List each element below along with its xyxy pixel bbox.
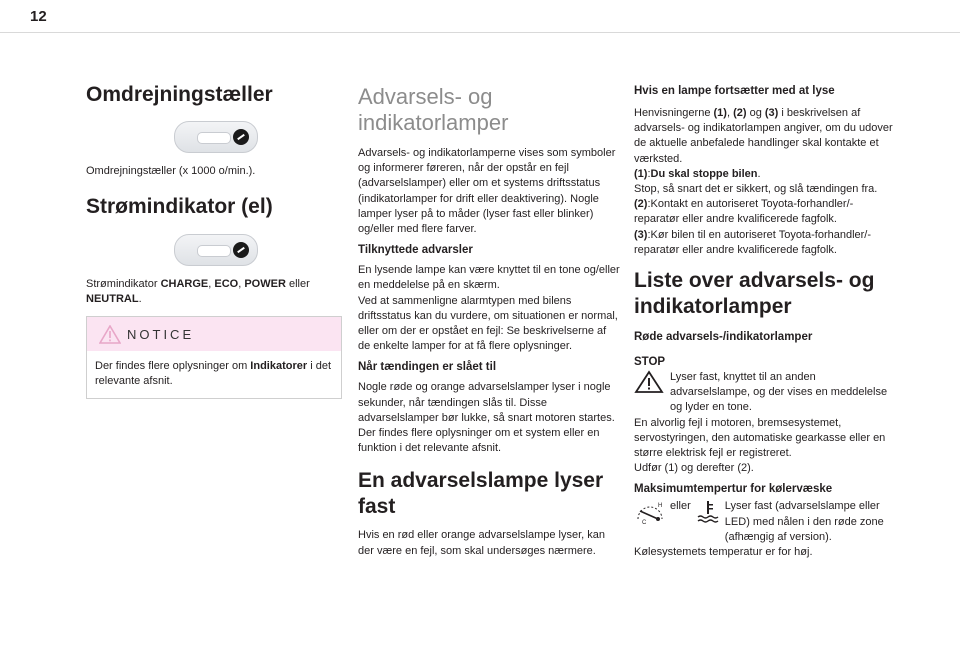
lamp-persists-text: Henvisningerne (1), (2) og (3) i beskrivelsen af advarsels- og indikatorlampen angiver, om du udover de aktuelle anbefalede handlinger skal kontakte et værksted. — [634, 107, 893, 165]
stop-lamp-text-2: En alvorlig fejl i motoren, bremsesystemet, servostyringen, den automatiske gearkasse eller en større elektrisk fejl er registreret. — [634, 416, 886, 460]
linked-warnings-text-1: En lysende lampe kan være knyttet til en tone og/eller en meddelelse på en skærm. — [358, 264, 620, 292]
stop-lamp-label: STOP — [634, 356, 666, 369]
subtitle-linked-warnings: Tilknyttede advarsler — [358, 244, 473, 257]
column-right — [634, 84, 896, 560]
notice-header — [87, 317, 341, 351]
warning-triangle-icon — [99, 325, 121, 344]
subtitle-coolant-temperature: Maksimumtempertur for kølervæske — [634, 483, 833, 496]
steady-lamp-text: Hvis en rød eller orange advarselslampe lyser, kan der være en fejl, som skal undersøges nærmere. — [358, 529, 606, 557]
item-1-heading: (1):Du skal stoppe bilen. — [634, 167, 761, 180]
item-3-text: (3):Kør bilen til en autoriseret Toyota-forhandler/-reparatør eller andre kvalificerede fagfolk. — [634, 228, 872, 256]
linked-warnings-text-2: Ved at sammenligne alarmtypen med bilens driftsstatus kan du vurdere, om situationen er normal, eller om der er opstået en fejl: Se beskrivelserne af de enkelte lamper for at få flere oplysninger. — [358, 294, 618, 353]
stop-lamp-text-1: Lyser fast, knyttet til an anden advarselslampe, og der vises en meddelelse og lyder en tone. — [670, 371, 888, 414]
coolant-text-1: Lyser fast (advarselslampe eller LED) med nålen i den røde zone (afhængig af version). — [724, 500, 884, 543]
power-indicator-text: Strømindikator CHARGE, ECO, POWER eller NEUTRAL. — [86, 278, 310, 306]
notice-label: NOTICE — [127, 326, 195, 342]
section-title-power-indicator: Strømindikator (el) — [86, 195, 273, 219]
section-title-steady-lamp: En advarselslampe lyser fast — [358, 469, 604, 519]
section-title-warning-lamps: Advarsels- og indikatorlamper — [358, 84, 509, 135]
column-middle — [358, 84, 620, 559]
subtitle-red-lamps: Røde advarsels-/indikatorlamper — [634, 331, 813, 344]
coolant-temperature-icon — [695, 499, 721, 525]
coolant-text-2: Kølesystemets temperatur er for høj. — [634, 546, 813, 559]
subtitle-lamp-persists: Hvis en lampe fortsætter med at lyse — [634, 85, 835, 97]
item-2-text: (2):Kontakt en autoriseret Toyota-forhandler/-reparatør eller andre kvalificerede fagfolk. — [634, 198, 854, 226]
item-1-text: Stop, så snart det er sikkert, og slå tændingen fra. — [634, 183, 878, 196]
coolant-or-text: eller — [670, 500, 691, 513]
tachometer-gauge-icon — [174, 121, 258, 153]
page-number: 12 — [30, 8, 47, 25]
warning-lamps-intro: Advarsels- og indikatorlamperne vises som symboler og informerer føreren, når der opstår en fejl (advarselslamper) eller om et systems driftsstatus (indikatorlamper for drift eller deaktivering). Nogle lamper lyser på to måder (lyser fast eller blinker) og/eller med flere farver. — [358, 147, 616, 236]
ignition-text-2: Der findes flere oplysninger om et system eller en funktion i det relevante afsnit. — [358, 427, 600, 455]
notice-box — [86, 316, 342, 399]
header-divider — [0, 32, 960, 33]
svg-text:H: H — [658, 503, 663, 510]
section-title-tachometer: Omdrejningstæller — [86, 83, 273, 106]
ignition-text-1: Nogle røde og orange advarselslamper lyser i nogle sekunder, når tændingen slås til. Disse advarselslamper bør lukke, så snart motoren startes. — [358, 381, 615, 424]
tachometer-caption: Omdrejningstæller (x 1000 o/min.). — [86, 165, 256, 177]
warning-triangle-icon — [634, 370, 664, 394]
notice-text: Der findes flere oplysninger om Indikatorer i det relevante afsnit. — [95, 359, 332, 387]
svg-text:C: C — [642, 520, 647, 526]
subtitle-ignition-on: Når tændingen er slået til — [358, 361, 497, 374]
coolant-gauge-icon — [634, 499, 666, 525]
section-title-lamp-list: Liste over advarsels- og indikatorlamper — [634, 269, 875, 319]
stop-lamp-text-3: Udfør (1) og derefter (2). — [634, 462, 754, 475]
power-indicator-gauge-icon — [174, 234, 258, 266]
column-left — [86, 82, 344, 399]
